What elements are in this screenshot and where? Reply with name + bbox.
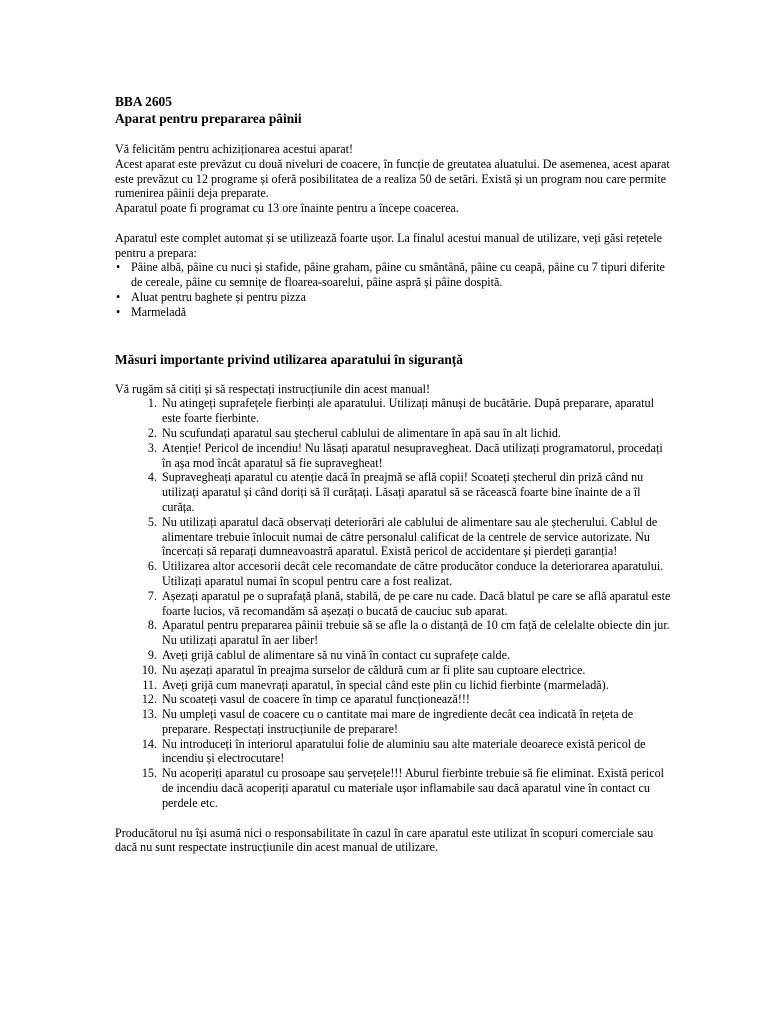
list-item-text: Așezați aparatul pe o suprafață plană, stabilă, de pe care nu cade. Dacă blatul pe care se află aparatul este foarte lucios, vă recomandăm să așezați o bucată de cauciuc sub aparat.: [162, 588, 671, 618]
safety-section: [115, 382, 675, 811]
list-item: [115, 290, 675, 305]
list-item: [115, 559, 675, 589]
list-item: [115, 678, 675, 693]
list-item: [115, 648, 675, 663]
item-number: 7.: [147, 588, 157, 603]
intro-paragraph: Acest aparat este prevăzut cu două niveluri de coacere, în funcție de greutatea aluatului. De asemenea, acest aparat este prevăzut cu 12 programe și oferă posibilitatea de a realiza 50 de setări. Există și un program nou care permite rumenirea pâinii deja preparate.: [115, 156, 670, 201]
list-item: [115, 426, 675, 441]
safety-intro: Vă rugăm să citiți și să respectați instrucțiunile din acest manual!: [115, 381, 431, 396]
list-item: [115, 441, 675, 471]
list-item-text: Atenție! Pericol de incendiu! Nu lăsați aparatul nesupravegheat. Dacă utilizați programatorul, procedați în așa mod încât aparatul să fie supravegheat!: [162, 440, 663, 470]
list-item-text: Utilizarea altor accesorii decât cele recomandate de către producător conduce la deteriorarea aparatului. Utilizați aparatul numai în scopul pentru care a fost realizat.: [162, 559, 664, 588]
item-number: 12.: [141, 692, 157, 707]
list-item: [115, 589, 675, 619]
list-item-text: Nu introduceți în interiorul aparatului folie de aluminiu sau alte materiale deoarece există pericol de incendiu și electrocutare!: [162, 736, 646, 766]
list-item: [115, 663, 675, 678]
item-number: 13.: [141, 707, 157, 722]
document-title: Aparat pentru prepararea pâinii: [115, 110, 302, 126]
list-item-text: Supravegheați aparatul cu atenție dacă în preajmă se află copii! Scoateți ștecherul din priză când nu utilizați aparatul și când doriți să îl curățați. Lăsați aparatul să se răcească foarte bine înainte de a îl curăța.: [162, 470, 644, 514]
list-item-text: Nu umpleți vasul de coacere cu o cantitate mai mare de ingrediente decât cea indicată în rețeta de preparare. Respectați instrucțiunile de preparare!: [162, 707, 634, 736]
safety-heading: Măsuri importante privind utilizarea aparatului în siguranță: [115, 351, 463, 367]
item-number: 4.: [147, 470, 157, 485]
list-item: [115, 260, 675, 290]
item-number: 8.: [147, 618, 157, 633]
list-item-text: Aparatul pentru prepararea pâinii trebuie să se afle la o distanță de 10 cm față de celelalte obiecte din jur. Nu utilizați aparatul în aer liber!: [162, 618, 670, 648]
bullet-icon: •: [116, 260, 121, 275]
closing-paragraph: Producătorul nu își asumă nici o responsabilitate în cazul în care aparatul este utilizat în scopuri comerciale sau dacă nu sunt respectate instrucțiunile din acest manual de utilizare.: [115, 825, 654, 855]
list-item: [115, 692, 675, 707]
item-number: 11.: [142, 677, 157, 692]
intro-paragraph: Vă felicităm pentru achiziționarea acestui aparat!: [115, 142, 354, 156]
list-item-text: Aluat pentru baghete și pentru pizza: [131, 289, 306, 304]
list-item: [115, 618, 675, 648]
list-item: [115, 305, 675, 320]
intro-section: [115, 142, 675, 216]
item-number: 3.: [147, 440, 157, 455]
item-number: 2.: [147, 425, 157, 440]
list-item-text: Nu scoateți vasul de coacere în timp ce aparatul funcționează!!!: [162, 692, 470, 707]
item-number: 14.: [141, 736, 157, 751]
list-item-text: Nu atingeți suprafețele fierbinți ale aparatului. Utilizați mânuși de bucătărie. După preparare, aparatul este foarte fierbinte.: [162, 396, 654, 426]
intro-paragraph: Aparatul poate fi programat cu 13 ore înainte pentru a începe coacerea.: [115, 201, 459, 216]
document-body: [115, 94, 675, 855]
model-number: BBA 2605: [115, 94, 172, 109]
list-item: [115, 470, 675, 514]
list-item-text: Aveți grijă cum manevrați aparatul, în special când este plin cu lichid fierbinte (marmeladă).: [162, 677, 609, 692]
list-item-text: Pâine albă, pâine cu nuci și stafide, pâine graham, pâine cu smântână, pâine cu ceapă, pâine cu 7 tipuri diferite de cereale, pâine cu semnițe de floarea-soarelui, pâine aspră și pâine dospită.: [131, 260, 665, 290]
item-number: 10.: [141, 662, 157, 677]
list-item: [115, 737, 675, 767]
list-item: [115, 766, 675, 810]
automatic-paragraph: Aparatul este complet automat și se utilizează foarte ușor. La finalul acestui manual de utilizare, veți găsi rețetele pentru a prepara:: [115, 230, 663, 260]
list-item-text: Nu acoperiți aparatul cu prosoape sau șervețele!!! Aburul fierbinte trebuie să fie eliminat. Există pericol de incendiu dacă acoperiți aparatul cu materiale ușor inflamabile sau dacă aparatul vine în contact cu perdele etc.: [162, 766, 665, 810]
item-number: 5.: [147, 514, 157, 529]
recipe-list: [115, 260, 675, 319]
item-number: 15.: [141, 766, 157, 781]
list-item-text: Marmeladă: [131, 304, 187, 319]
list-item-text: Nu utilizați aparatul dacă observați deteriorări ale cablului de alimentare sau ale ștecherului. Cablul de alimentare trebuie înlocuit numai de către personalul calificat de la centrele de service autorizate. Nu încercați să reparați dumneavoastră aparatul. Există pericol de accidentare și pierdeți garanția!: [162, 514, 658, 559]
list-item-text: Aveți grijă cablul de alimentare să nu vină în contact cu suprafețe calde.: [162, 647, 510, 662]
list-item-text: Nu așezați aparatul în preajma surselor de căldură cum ar fi plite sau cuptoare electrice.: [162, 662, 586, 677]
safety-list: [115, 396, 675, 810]
list-item: [115, 396, 675, 426]
list-item: [115, 515, 675, 559]
item-number: 9.: [147, 647, 157, 662]
list-item-text: Nu scufundați aparatul sau ștecherul cablului de alimentare în apă sau în alt lichid.: [162, 425, 561, 440]
bullet-icon: •: [116, 304, 121, 319]
bullet-icon: •: [116, 289, 121, 304]
item-number: 1.: [147, 396, 157, 411]
item-number: 6.: [147, 559, 157, 574]
list-item: [115, 707, 675, 737]
